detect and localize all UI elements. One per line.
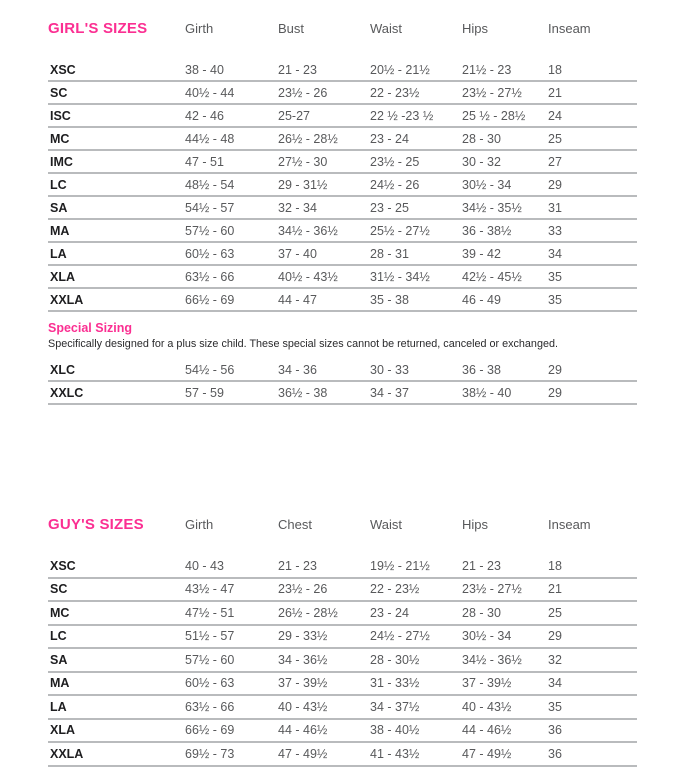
table-row: [48, 743, 637, 767]
size-code: XXLC: [50, 385, 84, 400]
size-value: 23½ - 26: [278, 582, 328, 597]
size-value: 21 - 23: [278, 558, 317, 573]
size-code: MA: [50, 676, 70, 691]
size-value: 21 - 23: [462, 558, 501, 573]
size-value: 31: [548, 200, 562, 215]
guys-sizes-title: GUY'S SIZES: [48, 516, 144, 533]
size-code: MA: [50, 223, 70, 238]
size-value: 27: [548, 154, 562, 169]
size-code: LA: [50, 246, 67, 261]
size-value: 22 - 23½: [370, 85, 420, 100]
size-value: 29 - 33½: [278, 629, 328, 644]
size-value: 69½ - 73: [185, 746, 235, 761]
size-value: 28 - 31: [370, 246, 409, 261]
size-code: XLA: [50, 269, 75, 284]
size-value: 44 - 46½: [462, 723, 512, 738]
size-value: 22 - 23½: [370, 582, 420, 597]
size-value: 33: [548, 223, 562, 238]
table-row: [48, 266, 637, 289]
size-value: 23½ - 25: [370, 154, 420, 169]
size-value: 34½ - 36½: [462, 652, 522, 667]
size-value: 36: [548, 723, 562, 738]
size-value: 40 - 43½: [462, 699, 512, 714]
size-value: 34 - 37½: [370, 699, 420, 714]
size-value: 40 - 43: [185, 558, 224, 573]
size-code: ISC: [50, 108, 71, 123]
size-value: 30½ - 34: [462, 177, 512, 192]
size-value: 20½ - 21½: [370, 62, 430, 77]
size-code: XXLA: [50, 746, 84, 761]
size-code: XSC: [50, 62, 76, 77]
size-value: 42 - 46: [185, 108, 224, 123]
size-code: MC: [50, 131, 70, 146]
table-row: [48, 720, 637, 744]
size-value: 57½ - 60: [185, 652, 235, 667]
size-value: 51½ - 57: [185, 629, 235, 644]
size-value: 24: [548, 108, 562, 123]
size-code: XXLA: [50, 292, 84, 307]
size-value: 30½ - 34: [462, 629, 512, 644]
size-value: 60½ - 63: [185, 676, 235, 691]
size-value: 27½ - 30: [278, 154, 328, 169]
table-row: [48, 174, 637, 197]
size-value: 36 - 38½: [462, 223, 512, 238]
table-row: [48, 555, 637, 579]
table-row: [48, 696, 637, 720]
size-value: 34 - 36: [278, 362, 317, 377]
size-code: SC: [50, 582, 68, 597]
guys-table-header: [48, 517, 637, 534]
size-value: 38 - 40½: [370, 723, 420, 738]
size-value: 29: [548, 385, 562, 400]
size-value: 35: [548, 699, 562, 714]
size-value: 30 - 33: [370, 362, 409, 377]
size-code: SC: [50, 85, 68, 100]
size-value: 21: [548, 582, 562, 597]
size-value: 34½ - 35½: [462, 200, 522, 215]
table-row: [48, 82, 637, 105]
size-code: MC: [50, 605, 70, 620]
size-value: 44 - 47: [278, 292, 317, 307]
size-value: 25½ - 27½: [370, 223, 430, 238]
size-value: 44½ - 48: [185, 131, 235, 146]
size-value: 57½ - 60: [185, 223, 235, 238]
size-value: 57 - 59: [185, 385, 224, 400]
size-value: 23 - 24: [370, 605, 409, 620]
table-row: [48, 579, 637, 603]
size-value: 26½ - 28½: [278, 605, 338, 620]
size-code: IMC: [50, 154, 73, 169]
size-value: 34 - 37: [370, 385, 409, 400]
size-value: 54½ - 57: [185, 200, 235, 215]
size-value: 25: [548, 605, 562, 620]
size-value: 38½ - 40: [462, 385, 512, 400]
size-value: 47 - 49½: [462, 746, 512, 761]
size-value: 26½ - 28½: [278, 131, 338, 146]
size-value: 22 ½ -23 ½: [370, 108, 434, 123]
size-value: 25 ½ - 28½: [462, 108, 526, 123]
table-row: [48, 289, 637, 312]
size-value: 21½ - 23: [462, 62, 512, 77]
table-row: [48, 673, 637, 697]
size-value: 35: [548, 292, 562, 307]
size-value: 23 - 24: [370, 131, 409, 146]
size-value: 41 - 43½: [370, 746, 420, 761]
size-value: 34: [548, 676, 562, 691]
size-value: 48½ - 54: [185, 177, 235, 192]
size-value: 23½ - 27½: [462, 582, 522, 597]
size-code: LC: [50, 177, 67, 192]
size-value: 37 - 39½: [278, 676, 328, 691]
size-value: 29 - 31½: [278, 177, 328, 192]
guys-column-header-inseam: Inseam: [548, 517, 591, 532]
guys-column-header-girth: Girth: [185, 517, 214, 532]
size-value: 32: [548, 652, 562, 667]
girls-table-header: [48, 21, 637, 38]
size-value: 63½ - 66: [185, 269, 235, 284]
size-value: 43½ - 47: [185, 582, 235, 597]
size-value: 19½ - 21½: [370, 558, 430, 573]
table-row: [48, 382, 637, 405]
size-value: 28 - 30½: [370, 652, 420, 667]
size-value: 28 - 30: [462, 131, 501, 146]
table-row: [48, 220, 637, 243]
guys-column-header-hips: Hips: [462, 517, 489, 532]
size-value: 24½ - 27½: [370, 629, 430, 644]
size-value: 39 - 42: [462, 246, 501, 261]
size-code: LC: [50, 629, 67, 644]
size-value: 35 - 38: [370, 292, 409, 307]
table-row: [48, 197, 637, 220]
table-row: [48, 602, 637, 626]
size-value: 47½ - 51: [185, 605, 235, 620]
special-sizing-description: Specifically designed for a plus size child. These special sizes cannot be returned, canceled or exchanged.: [48, 338, 558, 350]
size-value: 66½ - 69: [185, 292, 235, 307]
size-value: 29: [548, 362, 562, 377]
girls-column-header-inseam: Inseam: [548, 21, 591, 36]
size-value: 21 - 23: [278, 62, 317, 77]
size-value: 23½ - 26: [278, 85, 328, 100]
special-sizing-title: Special Sizing: [48, 321, 133, 335]
size-value: 40 - 43½: [278, 699, 328, 714]
table-row: [48, 151, 637, 174]
size-value: 40½ - 44: [185, 85, 235, 100]
size-value: 35: [548, 269, 562, 284]
size-value: 46 - 49: [462, 292, 501, 307]
size-code: LA: [50, 699, 67, 714]
girls-column-header-girth: Girth: [185, 21, 214, 36]
table-row: [48, 359, 637, 382]
table-row: [48, 243, 637, 266]
size-value: 31½ - 34½: [370, 269, 430, 284]
size-code: SA: [50, 652, 68, 667]
size-value: 37 - 40: [278, 246, 317, 261]
girls-column-header-bust: Bust: [278, 21, 305, 36]
size-value: 40½ - 43½: [278, 269, 338, 284]
special-sizing-table: [48, 359, 637, 405]
size-value: 18: [548, 62, 562, 77]
size-code: XLA: [50, 723, 75, 738]
table-row: [48, 128, 637, 151]
size-value: 54½ - 56: [185, 362, 235, 377]
guys-column-header-waist: Waist: [370, 517, 403, 532]
size-value: 37 - 39½: [462, 676, 512, 691]
size-value: 23½ - 27½: [462, 85, 522, 100]
size-value: 34: [548, 246, 562, 261]
size-value: 21: [548, 85, 562, 100]
guys-column-header-chest: Chest: [278, 517, 312, 532]
table-row: [48, 59, 637, 82]
girls-column-header-waist: Waist: [370, 21, 403, 36]
size-value: 36½ - 38: [278, 385, 328, 400]
size-value: 36 - 38: [462, 362, 501, 377]
size-value: 25: [548, 131, 562, 146]
size-value: 30 - 32: [462, 154, 501, 169]
size-value: 44 - 46½: [278, 723, 328, 738]
size-value: 60½ - 63: [185, 246, 235, 261]
size-value: 42½ - 45½: [462, 269, 522, 284]
size-value: 34½ - 36½: [278, 223, 338, 238]
size-value: 47 - 51: [185, 154, 224, 169]
girls-column-header-hips: Hips: [462, 21, 489, 36]
size-value: 31 - 33½: [370, 676, 420, 691]
size-value: 29: [548, 629, 562, 644]
size-value: 47 - 49½: [278, 746, 328, 761]
size-code: SA: [50, 200, 68, 215]
size-value: 63½ - 66: [185, 699, 235, 714]
size-code: XSC: [50, 558, 76, 573]
size-value: 38 - 40: [185, 62, 224, 77]
size-value: 18: [548, 558, 562, 573]
size-value: 66½ - 69: [185, 723, 235, 738]
size-value: 25-27: [278, 108, 310, 123]
size-value: 32 - 34: [278, 200, 317, 215]
table-row: [48, 649, 637, 673]
size-value: 24½ - 26: [370, 177, 420, 192]
girls-sizes-table: [48, 59, 637, 312]
size-value: 28 - 30: [462, 605, 501, 620]
table-row: [48, 626, 637, 650]
size-value: 34 - 36½: [278, 652, 328, 667]
size-value: 23 - 25: [370, 200, 409, 215]
size-value: 29: [548, 177, 562, 192]
size-value: 36: [548, 746, 562, 761]
girls-sizes-title: GIRL'S SIZES: [48, 20, 148, 37]
size-code: XLC: [50, 362, 75, 377]
table-row: [48, 105, 637, 128]
guys-sizes-table: [48, 555, 637, 767]
